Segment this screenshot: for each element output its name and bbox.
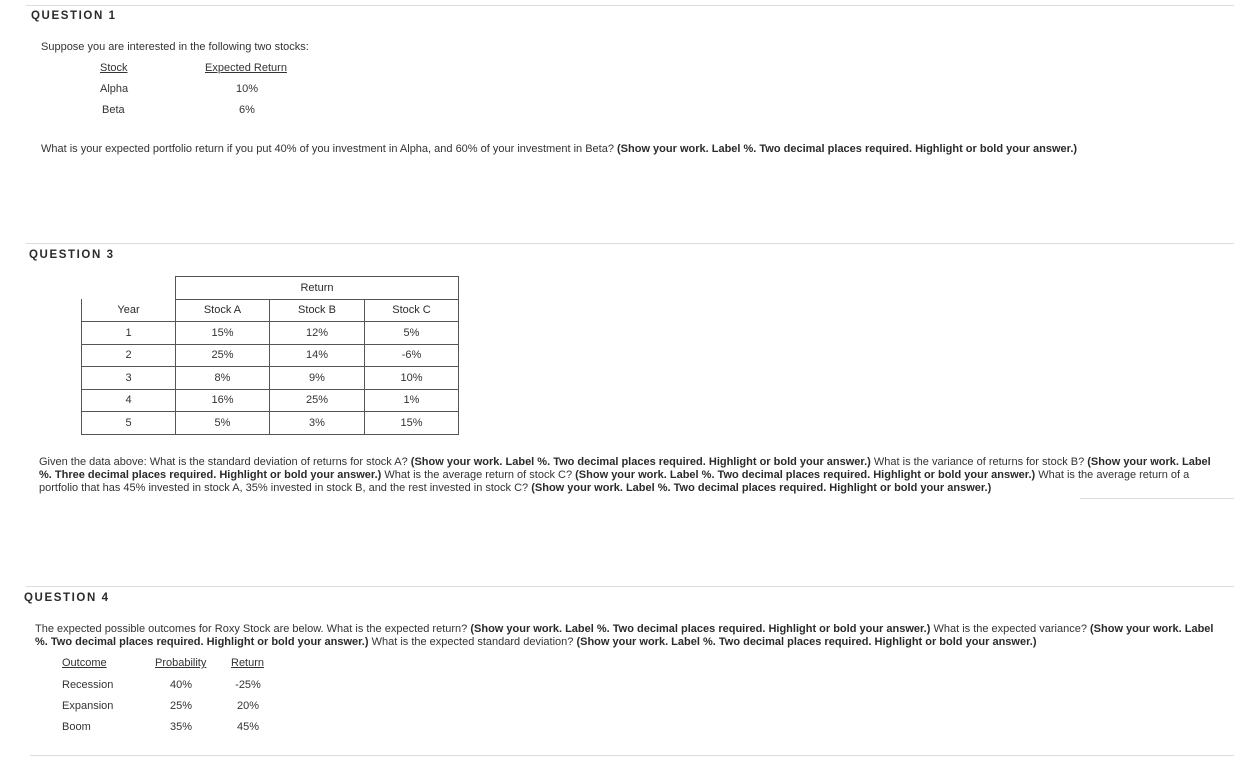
q4-outcome-cell: Recession	[62, 679, 114, 691]
q4-probability-cell: 25%	[169, 700, 193, 712]
divider-q3	[26, 243, 1234, 244]
q1-expected-return-header: Expected Return	[205, 62, 287, 74]
question-1-intro: Suppose you are interested in the following two stocks:	[41, 41, 309, 53]
table-row	[82, 344, 459, 367]
stock-a-header: Stock A	[176, 299, 270, 322]
q1-row-beta-return: 6%	[239, 104, 255, 116]
q4-probability-cell: 35%	[169, 721, 193, 733]
returns-table	[81, 276, 459, 435]
stock-a-cell: 15%	[176, 322, 270, 345]
stock-c-header: Stock C	[365, 299, 459, 322]
divider-top	[26, 5, 1234, 6]
q3-prompt-average: What is the average return of stock C?	[384, 469, 573, 481]
stock-b-cell: 14%	[270, 344, 365, 367]
stock-b-cell: 25%	[270, 389, 365, 412]
stock-a-cell: 25%	[176, 344, 270, 367]
returns-table-corner	[82, 277, 176, 300]
stock-a-cell: 16%	[176, 389, 270, 412]
divider-q4	[26, 586, 1234, 587]
q4-outcome-cell: Expansion	[62, 700, 114, 712]
q4-outcome-cell: Boom	[62, 721, 91, 733]
q3-prompt-variance: What is the variance of returns for stock B?	[873, 456, 1085, 468]
year-cell: 5	[82, 412, 176, 435]
q3-instruction-4: (Show your work. Label %. Two decimal places required. Highlight or bold your answer.)	[531, 482, 992, 494]
year-cell: 4	[82, 389, 176, 412]
q1-stock-header: Stock	[100, 62, 128, 74]
q1-row-beta-stock: Beta	[102, 104, 125, 116]
q3-instruction-2: (Show your work. Label %. Three decimal places required. Highlight or bold your answer.)	[39, 456, 1211, 481]
q4-instruction-2: (Show your work. Label %. Two decimal places required. Highlight or bold your answer.)	[35, 623, 1214, 648]
stock-c-cell: -6%	[365, 344, 459, 367]
q4-prompt-expected-return: The expected possible outcomes for Roxy Stock are below. What is the expected return?	[35, 623, 468, 635]
divider-q3-bottom	[1080, 498, 1234, 499]
q1-row-alpha-return: 10%	[235, 83, 259, 95]
q4-outcome-header: Outcome	[62, 657, 107, 669]
table-row	[82, 412, 459, 435]
question-1-instruction: (Show your work. Label %. Two decimal places required. Highlight or bold your answer.)	[617, 143, 1078, 155]
question-4-heading: QUESTION 4	[24, 592, 110, 604]
stock-c-cell: 10%	[365, 367, 459, 390]
stock-b-cell: 9%	[270, 367, 365, 390]
return-group-header: Return	[176, 277, 459, 300]
table-row	[82, 322, 459, 345]
question-1-prompt: What is your expected portfolio return if you put 40% of you investment in Alpha, and 60% of your investment in Beta?	[41, 143, 614, 155]
q4-return-cell: -25%	[235, 679, 261, 691]
question-1-text	[41, 143, 1077, 155]
q3-instruction-3: (Show your work. Label %. Two decimal places required. Highlight or bold your answer.)	[575, 469, 1036, 481]
q4-return-header: Return	[231, 657, 265, 669]
stock-c-cell: 5%	[365, 322, 459, 345]
year-cell: 1	[82, 322, 176, 345]
q4-return-cell: 20%	[236, 700, 260, 712]
q4-prompt-variance: What is the expected variance?	[933, 623, 1087, 635]
q4-instruction-1: (Show your work. Label %. Two decimal places required. Highlight or bold your answer.)	[470, 623, 931, 635]
q4-probability-header: Probability	[155, 657, 207, 669]
q3-prompt-std-dev: Given the data above: What is the standard deviation of returns for stock A?	[39, 456, 408, 468]
q4-prompt-std-dev: What is the expected standard deviation?	[371, 636, 574, 648]
table-row	[82, 389, 459, 412]
stock-b-cell: 12%	[270, 322, 365, 345]
stock-b-header: Stock B	[270, 299, 365, 322]
q4-instruction-3: (Show your work. Label %. Two decimal places required. Highlight or bold your answer.)	[576, 636, 1037, 648]
question-3-heading: QUESTION 3	[29, 249, 115, 261]
question-4-text	[35, 623, 1215, 649]
stock-a-cell: 5%	[176, 412, 270, 435]
stock-c-cell: 1%	[365, 389, 459, 412]
q1-row-alpha-stock: Alpha	[100, 83, 129, 95]
year-header: Year	[82, 299, 176, 322]
question-1-heading: QUESTION 1	[31, 10, 117, 22]
q4-return-cell: 45%	[236, 721, 260, 733]
stock-a-cell: 8%	[176, 367, 270, 390]
table-row	[82, 367, 459, 390]
question-3-text	[39, 456, 1219, 495]
divider-bottom	[30, 755, 1234, 756]
stock-c-cell: 15%	[365, 412, 459, 435]
year-cell: 3	[82, 367, 176, 390]
q4-probability-cell: 40%	[169, 679, 193, 691]
q3-instruction-1: (Show your work. Label %. Two decimal places required. Highlight or bold your answer.)	[410, 456, 871, 468]
stock-b-cell: 3%	[270, 412, 365, 435]
year-cell: 2	[82, 344, 176, 367]
q3-prompt-portfolio: What is the average return of a portfolio that has 45% invested in stock A, 35% invested in stock B, and the rest invested in stock C?	[39, 469, 1190, 494]
